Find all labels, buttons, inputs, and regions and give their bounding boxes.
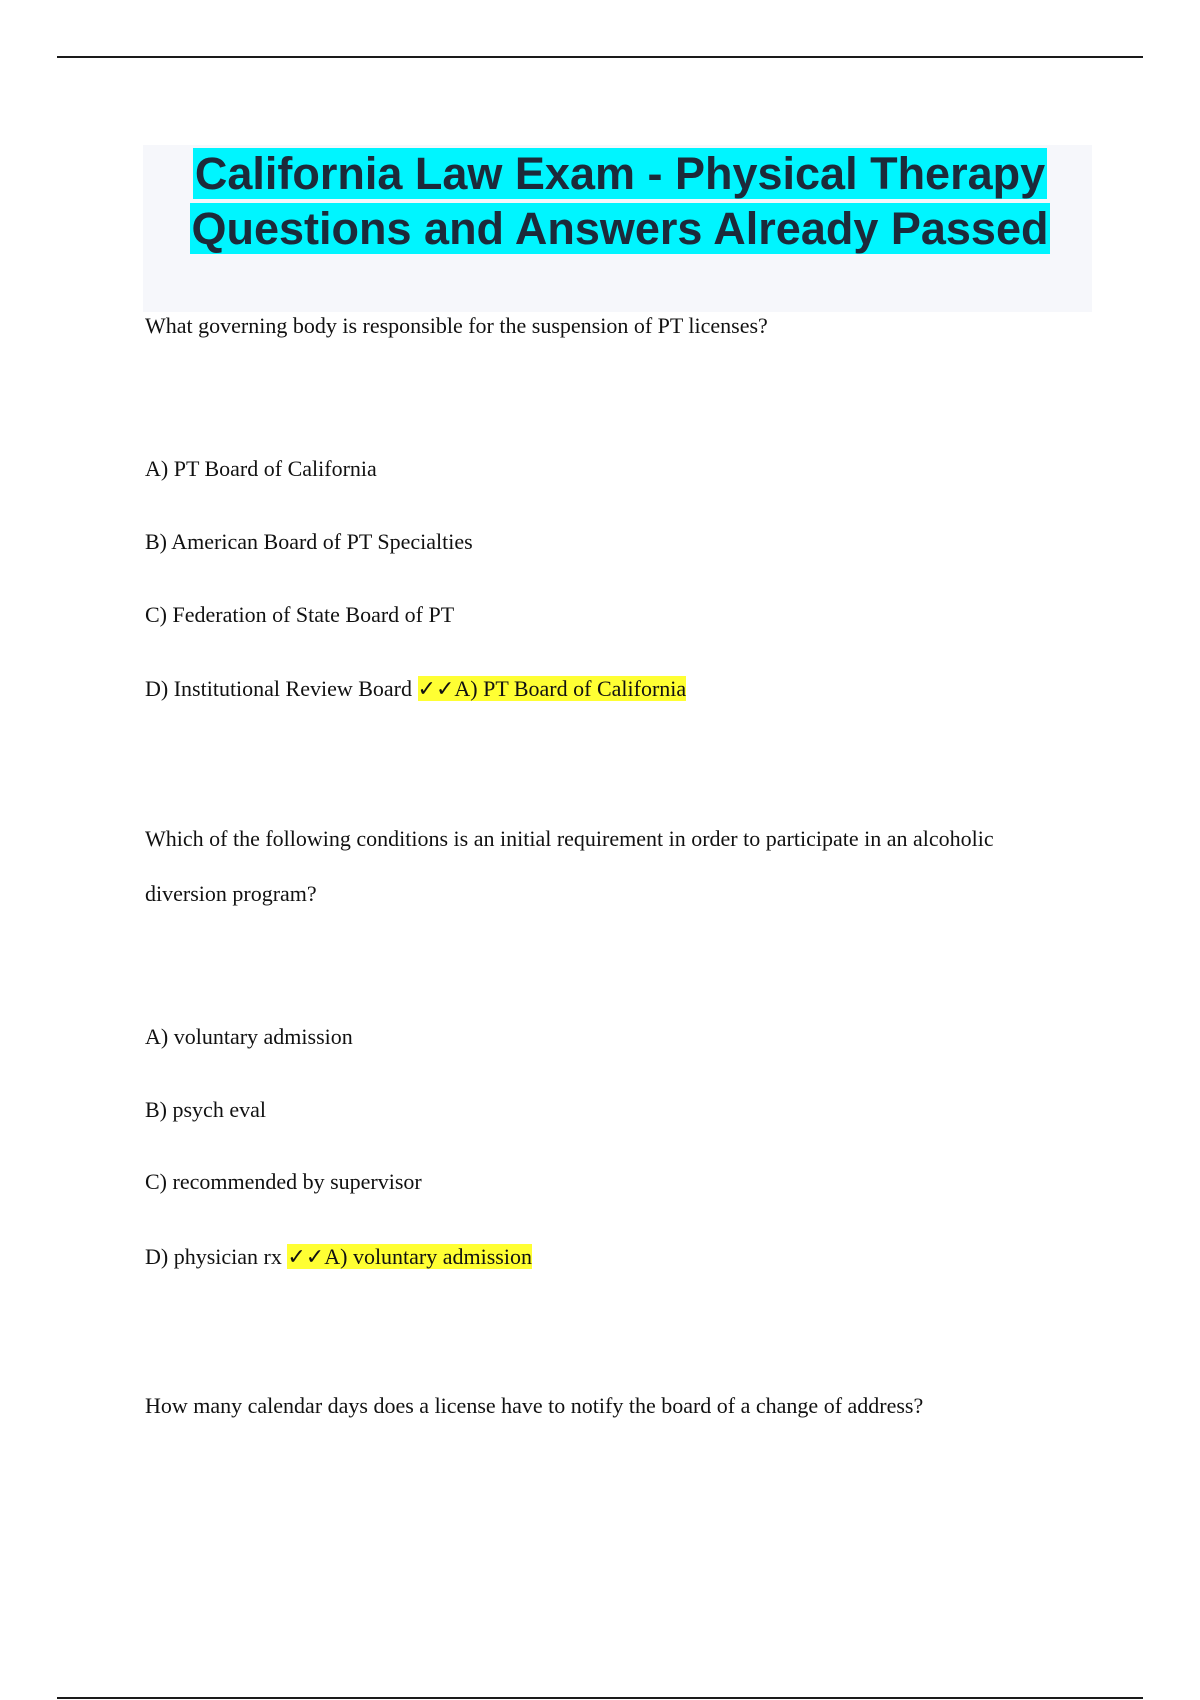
question-2-text-line-1: Which of the following conditions is an initial requirement in order to participate in an alcoholic [145, 826, 994, 851]
question-2-option-a: A) voluntary admission [145, 1024, 353, 1049]
title-line-1: California Law Exam - Physical Therapy [194, 148, 1046, 199]
question-2-answer: ✓✓A) voluntary admission [287, 1244, 532, 1269]
document-title [155, 146, 1085, 256]
question-1-option-b: B) American Board of PT Specialties [145, 529, 473, 554]
title-line-2: Questions and Answers Already Passed [191, 203, 1049, 254]
question-1-option-d: D) Institutional Review Board [145, 676, 413, 701]
header-rule [57, 56, 1143, 58]
question-1-text: What governing body is responsible for the suspension of PT licenses? [145, 313, 768, 338]
footer-rule [57, 1697, 1143, 1699]
question-2-option-b: B) psych eval [145, 1097, 266, 1122]
question-1-option-c: C) Federation of State Board of PT [145, 602, 455, 627]
question-3-text: How many calendar days does a license have to notify the board of a change of address? [145, 1393, 924, 1418]
question-1-option-a: A) PT Board of California [145, 456, 377, 481]
question-2-text-line-2: diversion program? [145, 881, 317, 906]
question-1-answer: ✓✓A) PT Board of California [417, 676, 687, 701]
question-2-option-c: C) recommended by supervisor [145, 1169, 422, 1194]
question-1-option-d-row [145, 675, 686, 703]
question-2-option-d-row [145, 1243, 532, 1271]
question-2-option-d: D) physician rx [145, 1244, 282, 1269]
